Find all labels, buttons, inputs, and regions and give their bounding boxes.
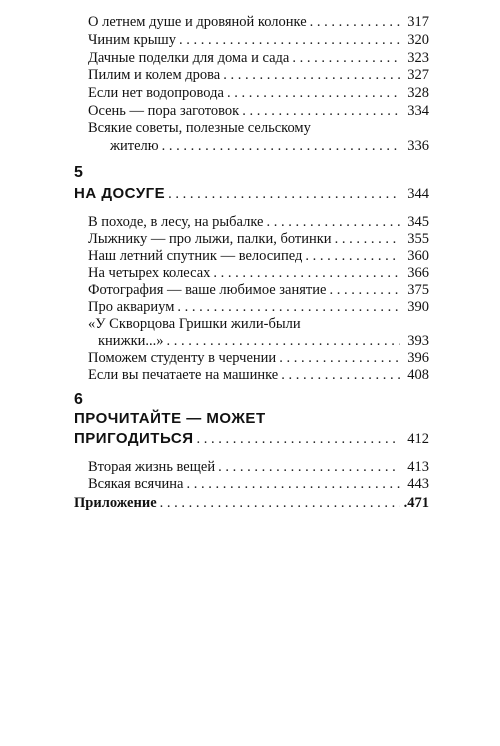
chapter-title: НА ДОСУГЕ	[74, 185, 166, 202]
toc-entry	[88, 66, 429, 84]
toc-entry-title: Лыжнику — про лыжи, палки, ботинки	[88, 231, 332, 247]
toc-entry-page: 328	[407, 85, 429, 101]
dot-leader	[160, 494, 400, 512]
toc-entry-appendix	[74, 494, 429, 512]
chapter-heading	[74, 430, 429, 450]
dot-leader	[213, 264, 400, 282]
toc-entry-title: Поможем студенту в черчении	[88, 350, 277, 366]
toc-entry-page: 360	[407, 248, 429, 264]
chapter-heading	[74, 185, 429, 205]
toc-entry-page: 327	[407, 67, 429, 83]
chapter-number: 6	[74, 391, 83, 408]
dot-leader	[218, 458, 400, 476]
toc-entry	[88, 349, 429, 367]
toc-entry	[88, 475, 429, 493]
dot-leader	[168, 185, 400, 203]
chapter-page: 344	[407, 186, 429, 202]
toc-entry	[88, 298, 429, 316]
dot-leader	[310, 13, 400, 31]
toc-entry-title: О летнем душе и дровяной колонке	[88, 14, 307, 30]
toc-entry-page: 336	[407, 138, 429, 154]
dot-leader	[281, 366, 400, 384]
dot-leader	[305, 247, 400, 265]
toc-entry-title: Чиним крышу	[88, 32, 176, 48]
toc-entry-title: Дачные поделки для дома и сада	[88, 50, 290, 66]
toc-entry-page: 396	[407, 350, 429, 366]
toc-entry	[88, 31, 429, 49]
toc-entry	[88, 213, 429, 231]
toc-entry-title: Если вы печатаете на машинке	[88, 367, 279, 383]
toc-entry-page: 334	[407, 103, 429, 119]
toc-entry-page: 393	[407, 333, 429, 349]
chapter-page: 412	[407, 431, 429, 447]
toc-entry	[88, 102, 429, 120]
dot-leader	[167, 332, 400, 350]
toc-entry-page: 413	[407, 459, 429, 475]
dot-leader	[292, 49, 400, 67]
dot-leader	[329, 281, 400, 299]
toc-entry-title: Вторая жизнь вещей	[88, 459, 216, 475]
toc-entry-title: На четырех колесах	[88, 265, 211, 281]
toc-entry-page: 345	[407, 214, 429, 230]
toc-entry-title: Если нет водопровода	[88, 85, 224, 101]
toc-entry-title: Осень — пора заготовок	[88, 103, 240, 119]
toc-entry-page: 443	[407, 476, 429, 492]
appendix-page: .471	[403, 495, 429, 511]
toc-entry-page: 390	[407, 299, 429, 315]
toc-entry	[88, 230, 429, 248]
toc-entry-title-line2: книжки...»	[98, 333, 164, 349]
toc-entry-title: Пилим и колем дрова	[88, 67, 221, 83]
toc-entry	[88, 458, 429, 476]
toc-entry-title: Про аквариум	[88, 299, 175, 315]
toc-entry-title: Наш летний спутник — велосипед	[88, 248, 303, 264]
dot-leader	[186, 475, 400, 493]
toc-entry-title-line2: жителю	[110, 138, 159, 154]
toc-entry-page: 408	[407, 367, 429, 383]
toc-entry	[110, 137, 429, 155]
toc-entry-page: 375	[407, 282, 429, 298]
toc-entry-title: В походе, в лесу, на рыбалке	[88, 214, 264, 230]
toc-entry-title: Всякая всячина	[88, 476, 184, 492]
toc-entry	[88, 247, 429, 265]
toc-entry-page: 317	[407, 14, 429, 30]
toc-entry	[88, 13, 429, 31]
dot-leader	[177, 298, 400, 316]
toc-entry-page: 355	[407, 231, 429, 247]
dot-leader	[242, 102, 400, 120]
chapter-number: 5	[74, 164, 83, 181]
toc-entry-page: 320	[407, 32, 429, 48]
dot-leader	[266, 213, 400, 231]
dot-leader	[179, 31, 400, 49]
appendix-title: Приложение	[74, 495, 157, 511]
chapter-title-line1: ПРОЧИТАЙТЕ — МОЖЕТ	[74, 410, 266, 427]
toc-entry-page: 366	[407, 265, 429, 281]
toc-entry	[88, 281, 429, 299]
dot-leader	[197, 430, 401, 448]
toc-entry	[88, 366, 429, 384]
toc-entry-page: 323	[407, 50, 429, 66]
toc-entry	[98, 332, 429, 350]
dot-leader	[162, 137, 400, 155]
toc-entry-title-line1: Всякие советы, полезные сельскому	[88, 120, 311, 136]
dot-leader	[279, 349, 400, 367]
chapter-title-line2: ПРИГОДИТЬСЯ	[74, 430, 194, 447]
toc-entry-title-line1: «У Скворцова Гришки жили-были	[88, 316, 301, 332]
toc-entry	[88, 49, 429, 67]
toc-entry	[88, 264, 429, 282]
dot-leader	[335, 230, 400, 248]
dot-leader	[227, 84, 400, 102]
toc-entry	[88, 84, 429, 102]
toc-entry-title: Фотография — ваше любимое занятие	[88, 282, 327, 298]
dot-leader	[223, 66, 400, 84]
